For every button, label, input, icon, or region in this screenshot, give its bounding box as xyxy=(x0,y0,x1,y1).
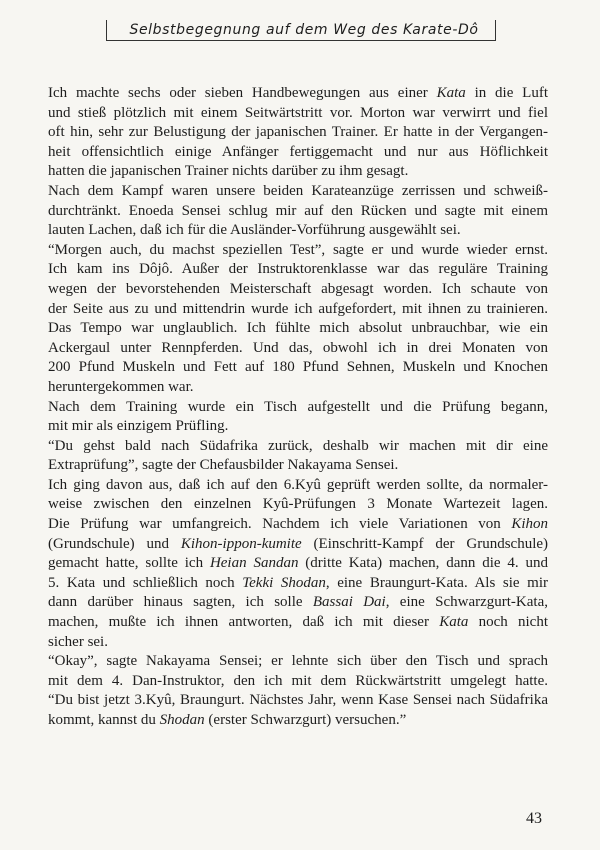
text-line xyxy=(48,613,548,633)
text-line xyxy=(48,437,548,457)
text-segment: (Einschritt-Kampf der Grundschule) xyxy=(301,535,549,552)
text-segment: sicher sei. xyxy=(48,633,108,650)
text-segment: heruntergekommen war. xyxy=(48,378,194,395)
text-segment: und stieß plötzlich mit einem Seitwärtstritt vor. Morton war verwirrt und fiel xyxy=(48,104,548,121)
text-line xyxy=(48,495,548,515)
text-segment: , eine Braungurt-Kata. Als sie mir xyxy=(325,574,548,591)
text-segment: Ich ging davon aus, daß ich auf den 6.Kyû geprüft werden sollte, da normaler- xyxy=(48,476,548,493)
text-line xyxy=(48,633,548,653)
italic-term: Kihon xyxy=(511,516,548,533)
italic-term: Kata xyxy=(436,85,466,101)
text-segment: , eine Schwarzgurt-Kata, xyxy=(385,594,548,611)
text-line xyxy=(48,260,548,280)
text-line xyxy=(48,123,548,143)
text-line xyxy=(48,691,548,711)
text-segment: Extraprüfung”, sagte der Chefausbilder Nakayama Sensei. xyxy=(48,457,399,474)
text-line xyxy=(48,182,548,202)
text-line xyxy=(48,378,548,398)
text-line xyxy=(48,319,548,339)
text-line xyxy=(48,339,548,359)
text-line xyxy=(48,241,548,261)
running-header xyxy=(106,20,496,54)
text-segment: Die Prüfung war umfangreich. Nachdem ich viele Variationen von xyxy=(48,516,512,533)
text-segment: 5. Kata und schließlich noch xyxy=(48,574,243,591)
text-segment: “Okay”, sagte Nakayama Sensei; er lehnte sich über den Tisch und sprach xyxy=(48,653,548,670)
text-segment: noch nicht xyxy=(468,614,548,631)
text-line xyxy=(48,672,548,692)
text-segment: Ich kam ins Dôjô. Außer der Instruktorenklasse war das reguläre Training xyxy=(48,261,548,278)
italic-term: Tekki Shodan xyxy=(242,574,326,591)
text-line xyxy=(48,554,548,574)
text-segment: wegen der bevorstehenden Meisterschaft abgesagt worden. Ich schaute von xyxy=(48,280,548,297)
text-segment: mit dem 4. Dan-Instruktor, den ich mit dem Rückwärtstritt umgelegt hatte. xyxy=(48,672,548,689)
text-segment: oft hin, sehr zur Belustigung der japanischen Trainer. Er hatte in der Vergangen- xyxy=(48,124,548,141)
text-segment: gemacht hatte, sollte ich xyxy=(48,555,210,572)
text-segment: Nach dem Training wurde ein Tisch aufgestellt und die Prüfung begann, xyxy=(48,398,548,415)
header-rule-left-tick xyxy=(106,20,107,41)
text-segment: “Du bist jetzt 3.Kyû, Braungurt. Nächstes Jahr, wenn Kase Sensei nach Südafrika xyxy=(48,692,548,709)
italic-term: Kihon-ippon-kumite xyxy=(180,535,302,552)
text-line xyxy=(48,456,548,476)
text-line xyxy=(48,574,548,594)
text-line xyxy=(48,143,548,163)
text-segment: mit mir als einzigem Prüfling. xyxy=(48,418,229,435)
text-segment: machen, mußte ich ihnen antworten, daß ich mit dieser xyxy=(48,614,440,631)
page-number: 43 xyxy=(526,810,542,827)
text-segment: der Seite aus zu und mittendrin wurde ich aufgefordert, mit ihnen zu trainieren. xyxy=(48,300,548,317)
header-rule-right-tick xyxy=(495,20,496,41)
text-segment: hatten die japanischen Trainer nichts darüber zu ihm gesagt. xyxy=(48,163,409,180)
text-line xyxy=(48,398,548,418)
text-segment: durchtränkt. Enoeda Sensei schlug mir auf den Rücken und sagte mit einem xyxy=(48,202,548,219)
text-line xyxy=(48,515,548,535)
text-line xyxy=(48,202,548,222)
header-rule xyxy=(106,40,496,41)
text-line xyxy=(48,358,548,378)
text-segment: kommt, kannst du xyxy=(48,712,160,728)
text-line xyxy=(48,300,548,320)
italic-term: Shodan xyxy=(159,712,205,728)
italic-term: Heian Sandan xyxy=(209,555,299,572)
text-line xyxy=(48,476,548,496)
text-line xyxy=(48,535,548,555)
text-segment: weise zwischen den einzelnen Kyû-Prüfungen 3 Monate Wartezeit lagen. xyxy=(48,496,548,513)
text-segment: “Morgen auch, du machst speziellen Test”, sagte er und wurde wieder ernst. xyxy=(48,241,548,258)
text-segment: (Grundschule) und xyxy=(48,535,181,552)
text-segment: heit offensichtlich einige Anfänger fertiggemacht und nur aus Höflichkeit xyxy=(48,143,548,160)
text-segment: dann darüber hinaus sagten, ich solle xyxy=(48,594,313,611)
text-line xyxy=(48,652,548,672)
text-line xyxy=(48,711,548,731)
text-line xyxy=(48,593,548,613)
text-segment: 200 Pfund Muskeln und Fett auf 180 Pfund Sehnen, Muskeln und Knochen xyxy=(48,359,548,376)
text-segment: Ackergaul unter Rennpferden. Und das, obwohl ich in drei Monaten von xyxy=(48,339,548,356)
text-segment: lauten Lachen, daß ich für die Ausländer-Vorführung ausgewählt sei. xyxy=(48,222,461,239)
text-segment: (erster Schwarzgurt) versuchen.” xyxy=(204,712,407,728)
body-text xyxy=(48,84,548,731)
text-line xyxy=(48,84,548,104)
italic-term: Kata xyxy=(439,614,469,631)
text-line xyxy=(48,417,548,437)
text-line xyxy=(48,280,548,300)
italic-term: Bassai Dai xyxy=(312,594,386,611)
running-title: Selbstbegegnung auf dem Weg des Karate-Dô xyxy=(129,22,479,38)
text-segment: in die Luft xyxy=(465,85,548,101)
text-line xyxy=(48,104,548,124)
text-segment: Ich machte sechs oder sieben Handbewegungen aus einer xyxy=(48,85,437,101)
text-line xyxy=(48,221,548,241)
text-segment: Das Tempo war unglaublich. Ich fühlte mich absolut unbrauchbar, wie ein xyxy=(48,320,548,337)
text-line xyxy=(48,162,548,182)
text-segment: (dritte Kata) machen, dann die 4. und xyxy=(298,555,548,572)
text-segment: Nach dem Kampf waren unsere beiden Karateanzüge zerrissen und schweiß- xyxy=(48,182,548,199)
text-segment: “Du gehst bald nach Südafrika zurück, deshalb wir machen mit dir eine xyxy=(48,437,548,454)
